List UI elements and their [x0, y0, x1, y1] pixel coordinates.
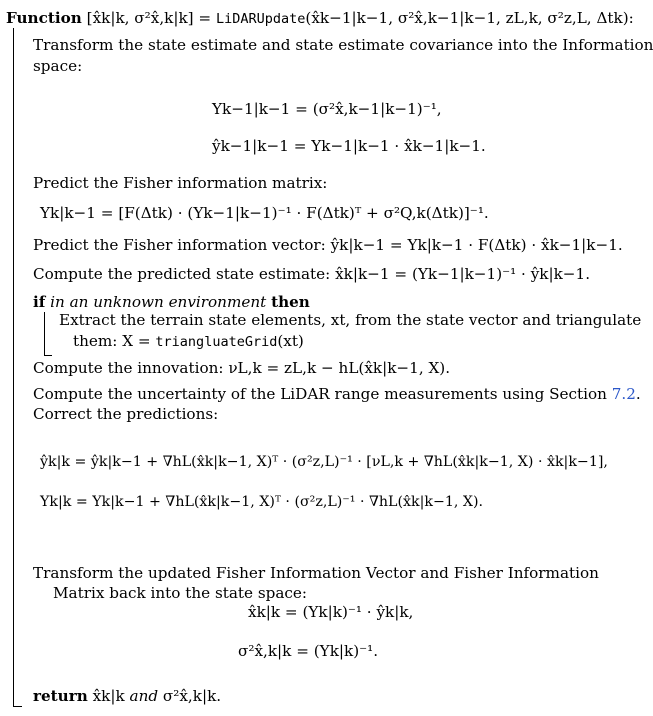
equation-y-prev: ŷk−1|k−1 = Yk−1|k−1 · x̂k−1|k−1.: [212, 137, 486, 155]
predict-fisher-matrix-label: Predict the Fisher information matrix:: [33, 174, 328, 192]
compute-uncertainty: [33, 384, 641, 404]
transform-back-line-1: Transform the updated Fisher Information Vector and Fisher Information: [33, 564, 599, 582]
if-condition: in an unknown environment: [50, 293, 267, 311]
extract-line-2-suffix: (xt): [277, 332, 304, 350]
triangulate-function: triangluateGrid: [155, 334, 278, 350]
if-keyword: if: [33, 293, 46, 311]
if-block-foot: [44, 355, 52, 356]
return-line: [33, 686, 221, 706]
compute-innovation: Compute the innovation: νL,k = zL,k − hL(x̂k|k−1, X).: [33, 359, 451, 377]
equation-Y-update: Yk|k = Yk|k−1 + ∇hL(x̂k|k−1, X)ᵀ · (σ²z,L)⁻¹ · ∇hL(x̂k|k−1, X).: [40, 494, 484, 510]
function-block-bar: [13, 28, 14, 707]
function-keyword: Function: [6, 9, 82, 27]
function-signature-args: (x̂k−1|k−1, σ²x̂,k−1|k−1, zL,k, σ²z,L, Δtk):: [305, 9, 634, 27]
extract-line-2-prefix: them: X =: [73, 332, 156, 350]
compute-uncertainty-text: Compute the uncertainty of the LiDAR range measurements using Section: [33, 385, 612, 403]
if-line: [33, 292, 310, 312]
transform-intro-line-1: Transform the state estimate and state estimate covariance into the Information: [33, 36, 653, 54]
return-keyword: return: [33, 687, 88, 705]
transform-back-line-2: Matrix back into the state space:: [53, 584, 307, 602]
extract-line-1: Extract the terrain state elements, xt, from the state vector and triangulate: [59, 311, 642, 329]
extract-line-2: [73, 331, 304, 352]
compute-uncertainty-period: .: [635, 385, 641, 403]
return-value-2: σ²x̂,k|k.: [162, 687, 222, 705]
function-block-foot: [13, 706, 22, 707]
predict-fisher-vector: Predict the Fisher information vector: ŷk|k−1 = Yk|k−1 · F(Δtk) · x̂k−1|k−1.: [33, 236, 623, 254]
compute-predicted-state: Compute the predicted state estimate: x̂k|k−1 = (Yk−1|k−1)⁻¹ · ŷk|k−1.: [33, 265, 591, 283]
function-header: [6, 8, 634, 29]
equation-Y-prev: Yk−1|k−1 = (σ²x̂,k−1|k−1)⁻¹,: [212, 100, 442, 118]
section-link[interactable]: 7.2: [611, 385, 636, 403]
function-signature-lhs: [x̂k|k, σ²x̂,k|k] =: [86, 9, 216, 27]
then-keyword: then: [271, 293, 310, 311]
if-block-bar: [44, 312, 45, 356]
equation-sigma-update: σ²x̂,k|k = (Yk|k)⁻¹.: [238, 642, 379, 660]
transform-intro-line-2: space:: [33, 57, 83, 75]
return-value-1: x̂k|k: [92, 687, 125, 705]
equation-Y-pred: Yk|k−1 = [F(Δtk) · (Yk−1|k−1)⁻¹ · F(Δtk)ᵀ + σ²Q,k(Δtk)]⁻¹.: [40, 204, 489, 222]
equation-x-update: x̂k|k = (Yk|k)⁻¹ · ŷk|k,: [248, 603, 414, 621]
equation-y-update: ŷk|k = ŷk|k−1 + ∇hL(x̂k|k−1, X)ᵀ · (σ²z,L)⁻¹ · [νL,k + ∇hL(x̂k|k−1, X) · x̂k|k−1],: [40, 454, 608, 470]
function-name: LiDARUpdate: [216, 11, 306, 27]
correct-predictions-label: Correct the predictions:: [33, 405, 219, 423]
return-and: and: [129, 687, 159, 705]
